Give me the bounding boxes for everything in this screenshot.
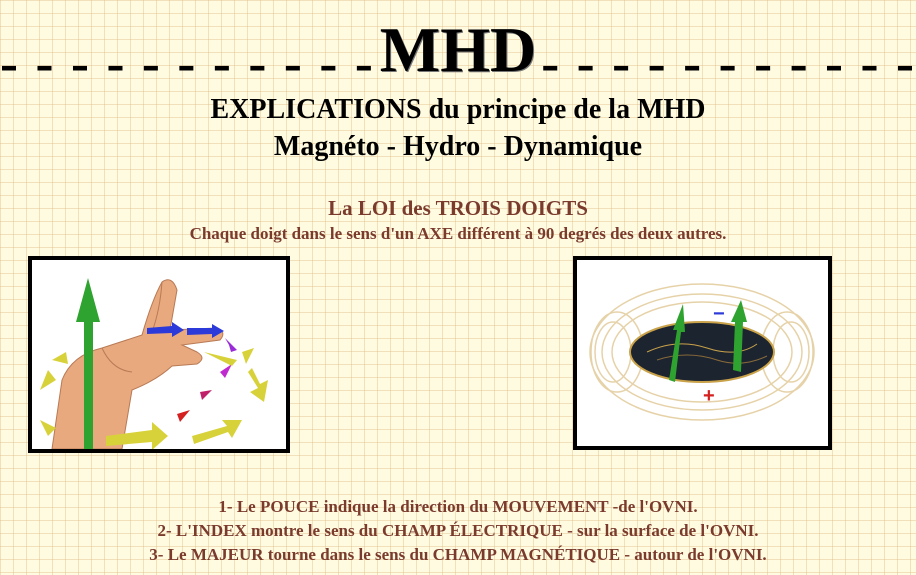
hand-three-fingers-icon bbox=[32, 260, 286, 449]
title-dashes-left: - - - - - - - - - - - bbox=[0, 33, 375, 93]
section-description: Chaque doigt dans le sens d'un AXE différent à 90 degrés des deux autres. bbox=[189, 224, 727, 243]
ovni-plus-label: + bbox=[703, 385, 715, 407]
point-pouce: 1- Le POUCE indique la direction du MOUVEMENT -de l'OVNI. bbox=[218, 497, 698, 516]
ovni-minus-label: − bbox=[713, 303, 725, 325]
page-title: MHD bbox=[379, 14, 537, 85]
subtitle-explications: EXPLICATIONS du principe de la MHD bbox=[210, 94, 706, 125]
title-dashes-right: - - - - - - - - - - - bbox=[541, 33, 916, 93]
ovni-magnetic-field-icon bbox=[577, 260, 828, 446]
section-heading: La LOI des TROIS DOIGTS bbox=[328, 196, 588, 220]
title-row bbox=[0, 14, 916, 93]
ovni-illustration bbox=[573, 256, 832, 450]
point-index: 2- L'INDEX montre le sens du CHAMP ÉLECTRIQUE - sur la surface de l'OVNI. bbox=[157, 521, 759, 540]
subtitle-magneto: Magnéto - Hydro - Dynamique bbox=[273, 131, 643, 162]
point-majeur: 3- Le MAJEUR tourne dans le sens du CHAMP MAGNÉTIQUE - autour de l'OVNI. bbox=[149, 545, 767, 564]
hand-illustration bbox=[28, 256, 290, 453]
